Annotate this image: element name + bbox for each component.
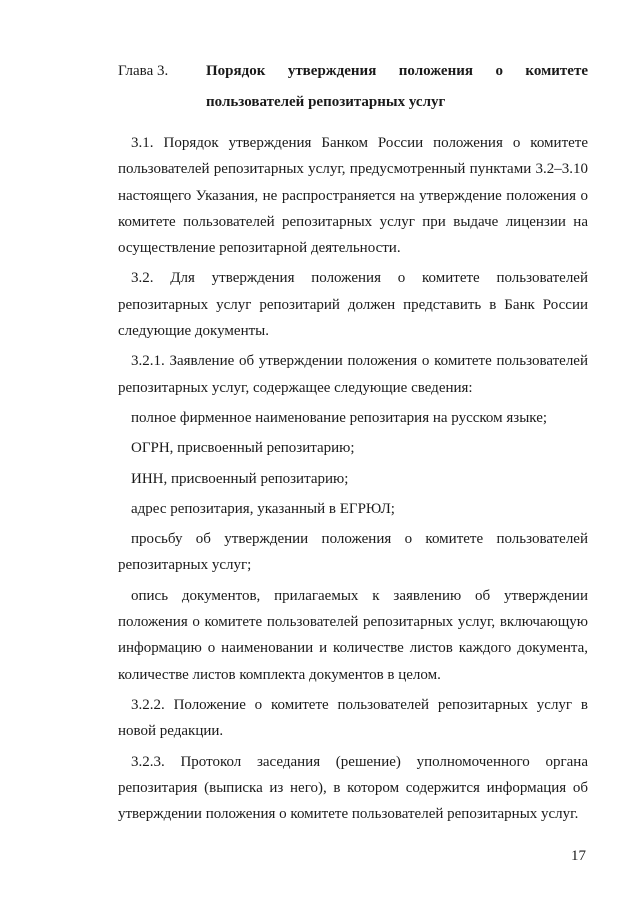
list-item: полное фирменное наименование репозитария на русском языке; <box>131 409 548 426</box>
paragraph-3-2-1: 3.2.1. Заявление об утверждении положения о комитете пользователей репозитарных услуг, содержащее следующие сведения: <box>118 353 588 396</box>
list-item: ИНН, присвоенный репозитарию; <box>131 470 349 487</box>
paragraph-3-1: 3.1. Порядок утверждения Банком России положения о комитете пользователей репозитарных услуг, предусмотренный пунктами 3.2–3.10 настоящего Указания, не распространяется на утверждение положения о комитете пользователей репозитарных услуг при выдаче лицензии на осуществление репозитарной деятельности. <box>118 135 588 257</box>
chapter-heading <box>118 58 588 115</box>
document-body <box>118 130 588 827</box>
page-number: 17 <box>571 848 586 864</box>
chapter-label: Глава 3. <box>118 63 169 79</box>
paragraph-3-2-2: 3.2.2. Положение о комитете пользователей репозитарных услуг в новой редакции. <box>118 696 588 740</box>
list-item: ОГРН, присвоенный репозитарию; <box>131 440 355 457</box>
paragraph-3-2-3: 3.2.3. Протокол заседания (решение) уполномоченного органа репозитария (выписка из него), в котором содержится информация об утверждении положения о комитете пользователей репозитарных услуг. <box>118 753 588 823</box>
list-item: опись документов, прилагаемых к заявлению об утверждении положения о комитете пользователей репозитарных услуг, включающую информацию о наименовании и количестве листов каждого документа, количестве листов комплекта документов в целом. <box>118 587 588 683</box>
chapter-title-line-1: Порядок утверждения положения о комитете <box>206 63 588 79</box>
chapter-title-line-2: пользователей репозитарных услуг <box>206 94 446 110</box>
paragraph-3-2: 3.2. Для утверждения положения о комитете пользователей репозитарных услуг репозитарий должен представить в Банк России следующие документы. <box>118 270 588 340</box>
list-item: адрес репозитария, указанный в ЕГРЮЛ; <box>131 500 395 517</box>
list-item: просьбу об утверждении положения о комитете пользователей репозитарных услуг; <box>118 531 588 574</box>
